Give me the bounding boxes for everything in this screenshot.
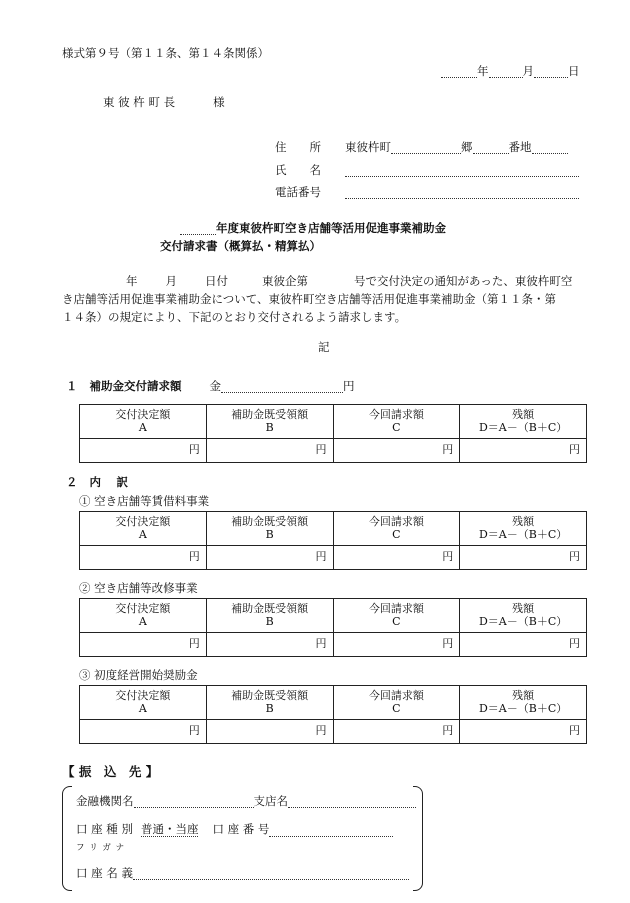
sub3-label: ③ 初度経営開始奨励金 [79,668,198,682]
phone-field[interactable] [345,186,579,199]
header-remaining: 残額 D＝A－（B＋C） [460,599,587,633]
account-name-label: 口 座 名 義 [76,866,133,880]
name-row [275,163,579,177]
table-header-row [80,686,587,720]
value-cell-a[interactable]: 円 [80,546,207,570]
addressee-honorific: 様 [213,95,225,109]
addressee-name: 東 彼 杵 町 長 [103,95,176,109]
value-cell-c[interactable]: 円 [333,633,460,657]
header-decided-amount: 交付決定額 A [80,405,207,439]
name-label: 氏 名 [275,163,321,177]
address-prefix: 東彼杵町 [345,140,391,154]
value-cell-a[interactable]: 円 [80,439,207,463]
document-title-line1: 年度東彼杵町空き店舗等活用促進事業補助金 [180,221,446,235]
form-number: 様式第９号（第１１条、第１４条関係） [62,46,269,60]
bracket-left [62,786,72,891]
table-row [80,439,587,463]
bank-row-institution [76,794,416,808]
table-row [80,720,587,744]
table-header-row [80,405,587,439]
value-cell-a[interactable]: 円 [80,720,207,744]
branch-label: 支店名 [253,794,288,808]
branch-field[interactable] [288,795,416,808]
section2-header [66,475,128,489]
bank-row-account-name [76,866,409,880]
title-year-field[interactable] [180,222,216,235]
header-received-amount: 補助金既受領額 B [206,512,333,546]
table-row [80,546,587,570]
section1-label: 補助金交付請求額 [89,379,182,393]
value-cell-c[interactable]: 円 [333,720,460,744]
header-current-request: 今回請求額 C [333,599,460,633]
request-amount-table [79,404,587,463]
header-remaining: 残額 D＝A－（B＋C） [460,512,587,546]
sub1-label: ① 空き店舗等賃借料事業 [79,494,210,508]
phone-row [275,185,579,199]
institution-label: 金融機関名 [76,794,134,808]
account-name-field[interactable] [133,867,409,880]
value-cell-b[interactable]: 円 [206,439,333,463]
value-cell-b[interactable]: 円 [206,633,333,657]
account-type-value[interactable]: 普通・当座 [140,822,199,836]
account-type-label: 口 座 種 別 [76,822,133,836]
name-field[interactable] [345,164,579,177]
body-line1: 年 月 日付 東彼企第 号で交付決定の通知があった、東彼杵町空 [126,274,573,288]
header-decided-amount: 交付決定額 A [80,686,207,720]
sub3-table [79,685,587,744]
header-current-request: 今回請求額 C [333,512,460,546]
address-label: 住 所 [275,140,321,154]
bank-info-box [62,786,423,891]
month-label: 月 [522,64,534,78]
address-field-3[interactable] [532,141,568,154]
value-cell-b[interactable]: 円 [206,720,333,744]
value-cell-d[interactable]: 円 [460,546,587,570]
sub2-label: ② 空き店舗等改修事業 [79,581,198,595]
value-cell-d[interactable]: 円 [460,439,587,463]
header-received-amount: 補助金既受領額 B [206,405,333,439]
section1-number: １ [66,379,78,393]
address-go: 郷 [461,140,473,154]
bank-row-account [76,822,393,837]
body-line2: き店舗等活用促進事業補助金について、東彼杵町空き店舗等活用促進事業補助金（第１１条・第 [62,292,557,306]
value-cell-a[interactable]: 円 [80,633,207,657]
document-title-line2: 交付請求書（概算払・精算払） [160,239,321,253]
sub2-table [79,598,587,657]
body-line3: １４条）の規定により、下記のとおり交付されるよう請求します。 [62,310,407,324]
bank-heading: 【 振 込 先 】 [62,764,159,779]
account-number-label: 口 座 番 号 [212,822,270,836]
year-label: 年 [477,64,489,78]
address-field-2[interactable] [473,141,509,154]
ki-label: 記 [318,340,330,354]
day-label: 日 [568,64,580,78]
section1-kin: 金 [209,379,221,393]
header-received-amount: 補助金既受領額 B [206,599,333,633]
section2-number: ２ [66,475,78,489]
address-banchi: 番地 [508,140,532,154]
header-decided-amount: 交付決定額 A [80,599,207,633]
phone-label: 電話番号 [275,185,321,199]
date-line [441,64,580,78]
header-remaining: 残額 D＝A－（B＋C） [460,405,587,439]
table-header-row [80,512,587,546]
value-cell-c[interactable]: 円 [333,546,460,570]
addressee [103,95,225,109]
address-field-1[interactable] [391,141,461,154]
sub1-table [79,511,587,570]
section2-label: 内 訳 [89,475,129,489]
section1-header [66,379,355,393]
day-field[interactable] [534,65,568,78]
header-current-request: 今回請求額 C [333,686,460,720]
table-header-row [80,599,587,633]
institution-field[interactable] [134,795,254,808]
request-amount-field[interactable] [221,380,343,393]
header-current-request: 今回請求額 C [333,405,460,439]
header-remaining: 残額 D＝A－（B＋C） [460,686,587,720]
month-field[interactable] [489,65,523,78]
address-row [275,140,568,154]
account-number-field[interactable] [269,824,393,837]
value-cell-c[interactable]: 円 [333,439,460,463]
value-cell-b[interactable]: 円 [206,546,333,570]
section1-yen: 円 [343,379,355,393]
header-decided-amount: 交付決定額 A [80,512,207,546]
year-field[interactable] [441,65,477,78]
furigana-label: フ リ ガ ナ [76,843,126,853]
table-row [80,633,587,657]
value-cell-d[interactable]: 円 [460,720,587,744]
value-cell-d[interactable]: 円 [460,633,587,657]
header-received-amount: 補助金既受領額 B [206,686,333,720]
